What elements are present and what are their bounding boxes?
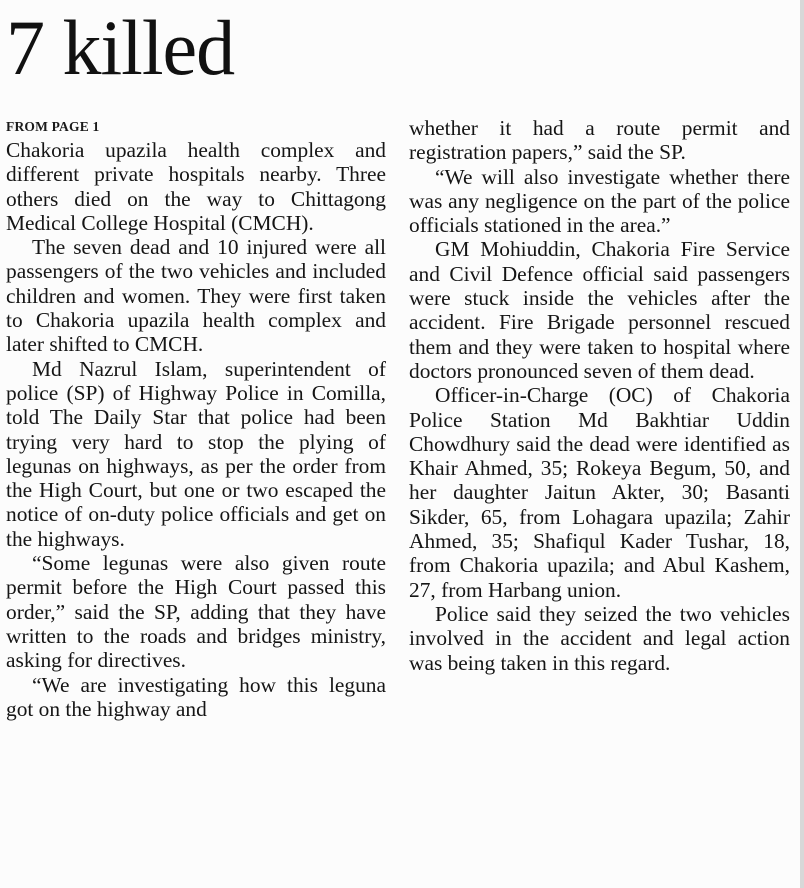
right-column [409, 116, 790, 675]
paragraph: Chakoria upazila health complex and different private hospitals nearby. Three others died on the way to Chittagong Medical College Hospital (CMCH). [6, 138, 386, 235]
kicker: FROM PAGE 1 [6, 119, 100, 134]
paragraph: “We are investigating how this leguna got on the highway and [6, 672, 386, 721]
paragraph: GM Mohiuddin, Chakoria Fire Service and Civil Defence official said passengers were stuck inside the vehicles after the accident. Fire Brigade personnel rescued them and they were taken to hospital where doctors pronounced seven of them dead. [409, 237, 790, 383]
paragraph: whether it had a route permit and registration papers,” said the SP. [409, 116, 790, 165]
paragraph: The seven dead and 10 injured were all passengers of the two vehicles and included children and women. They were first taken to Chakoria upazila health complex and later shifted to CMCH. [6, 235, 386, 357]
paragraph: Police said they seized the two vehicles involved in the accident and legal action was being taken in this regard. [409, 601, 790, 675]
headline: 7 killed [6, 4, 235, 91]
paragraph: Md Nazrul Islam, superintendent of police (SP) of Highway Police in Comilla, told The Daily Star that police had been trying very hard to stop the plying of legunas on highways, as per the order from the High Court, but one or two escaped the notice of on-duty police officials and get on the highways. [6, 356, 386, 551]
column-rule [800, 0, 804, 888]
left-column [6, 118, 386, 721]
paragraph: “Some legunas were also given route permit before the High Court passed this order,” said the SP, adding that they have written to the roads and bridges ministry, asking for directives. [6, 551, 386, 673]
paragraph: “We will also investigate whether there was any negligence on the part of the police officials stationed in the area.” [409, 164, 790, 238]
paragraph: Officer-in-Charge (OC) of Chakoria Police Station Md Bakhtiar Uddin Chowdhury said the dead were identified as Khair Ahmed, 35; Rokeya Begum, 50, and her daughter Jaitun Akter, 30; Basanti Sikder, 65, from Lohagara upazila; Zahir Ahmed, 35; Shafiqul Kader Tushar, 18, from Chakoria upazila; and Abul Kashem, 27, from Harbang union. [409, 383, 790, 602]
